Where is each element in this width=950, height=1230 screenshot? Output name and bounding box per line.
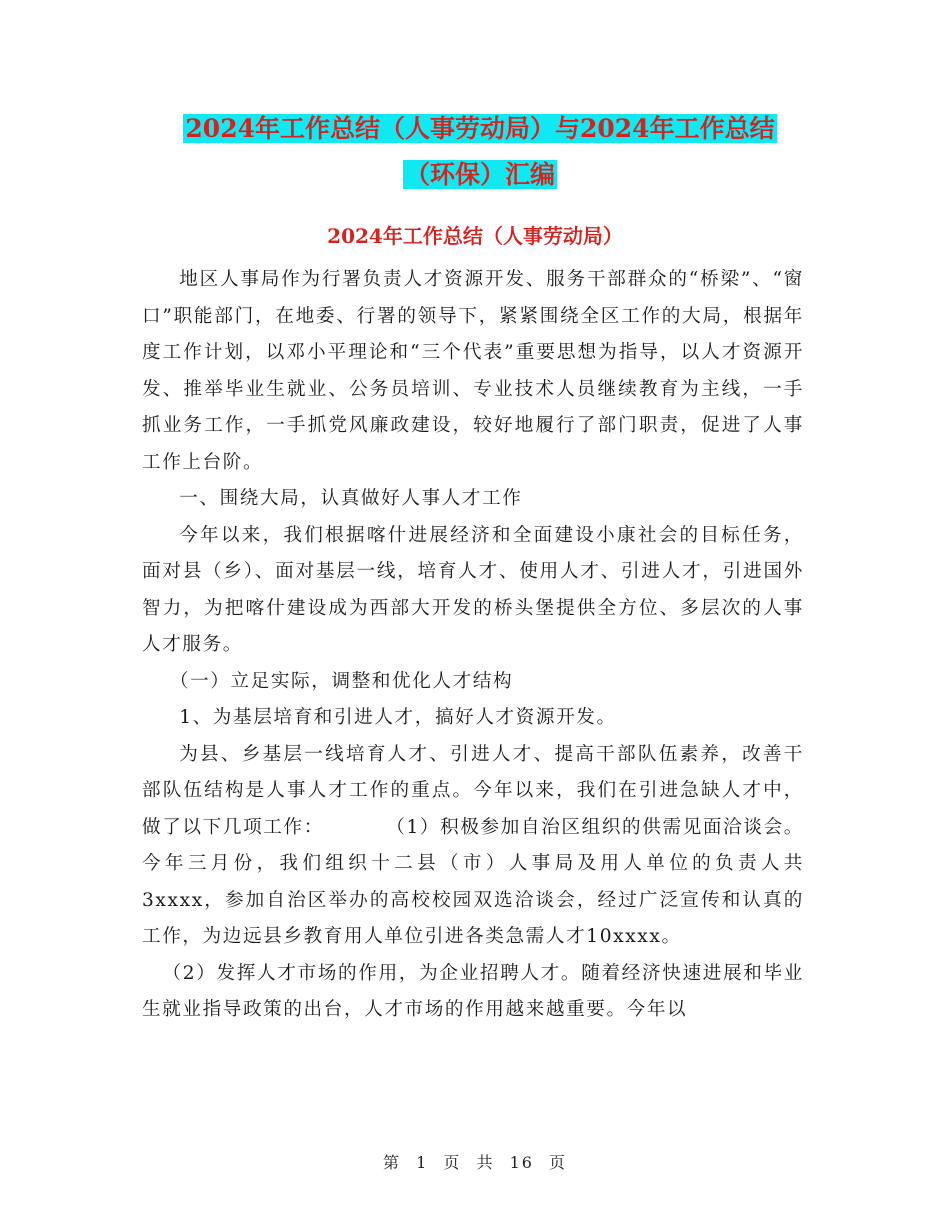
footer-suffix: 页 — [549, 1153, 568, 1172]
title-line-1: 2024年工作总结（人事劳动局）与2024年工作总结 — [185, 114, 775, 143]
paragraph-intro: 地区人事局作为行署负责人才资源开发、服务干部群众的“桥梁”、“窗口”职能部门，在地委、行署的领导下，紧紧围绕全区工作的大局，根据年度工作计划，以邓小平理论和“三个代表”重要思想为指导，以人才资源开发、推举毕业生就业、公务员培训、专业技术人员继续教育为主线，一手抓业务工作，一手抓党风廉政建设，较好地履行了部门职责，促进了人事工作上台阶。 — [142, 269, 804, 473]
subheading-1: （一）立足实际，调整和优化人才结构 — [169, 670, 514, 692]
paragraph-overview: 今年以来，我们根据喀什进展经济和全面建设小康社会的目标任务，面对县（乡）、面对基层一线，培育人才、使用人才、引进人才，引进国外智力，为把喀什建设成为西部大开发的桥头堡提供全方位、多层次的人事人才服务。 — [142, 524, 804, 655]
footer-current-page: 1 — [416, 1153, 429, 1172]
section-heading: 2024年工作总结（人事劳动局） — [327, 224, 623, 248]
footer-total-label: 共 — [476, 1153, 495, 1172]
footer-prefix: 第 — [382, 1153, 401, 1172]
paragraph-talent-introduction: 为县、乡基层一线培育人才、引进人才、提高干部队伍素养，改善干部队伍结构是人事人才工作的重点。今年以来，我们在引进急缺人才中，做了以下几项工作： （1）积极参加自治区组织的供需见面洽谈会。今年三月份，我们组织十二县（市）人事局及用人单位的负责人共3xxxx，参加自治区举办的高校校园双选洽谈会，经过广泛宣传和认真的工作，为边远县乡教育用人单位引进各类急需人才10xxxx。 — [142, 743, 804, 947]
title-line-2: （环保）汇编 — [404, 160, 555, 189]
heading-part-one: 一、围绕大局，认真做好人事人才工作 — [179, 488, 523, 509]
paragraph-talent-market: （2）发挥人才市场的作用，为企业招聘人才。随着经济快速进展和毕业生就业指导政策的出台，人才市场的作用越来越重要。今年以 — [142, 962, 804, 1020]
footer-page-label: 页 — [443, 1153, 462, 1172]
document-title — [140, 106, 820, 198]
document-body — [142, 262, 804, 1029]
footer-total-pages: 16 — [509, 1153, 534, 1172]
page-footer — [0, 1150, 950, 1173]
subheading-1-1: 1、为基层培育和引进人才，搞好人才资源开发。 — [179, 707, 617, 728]
